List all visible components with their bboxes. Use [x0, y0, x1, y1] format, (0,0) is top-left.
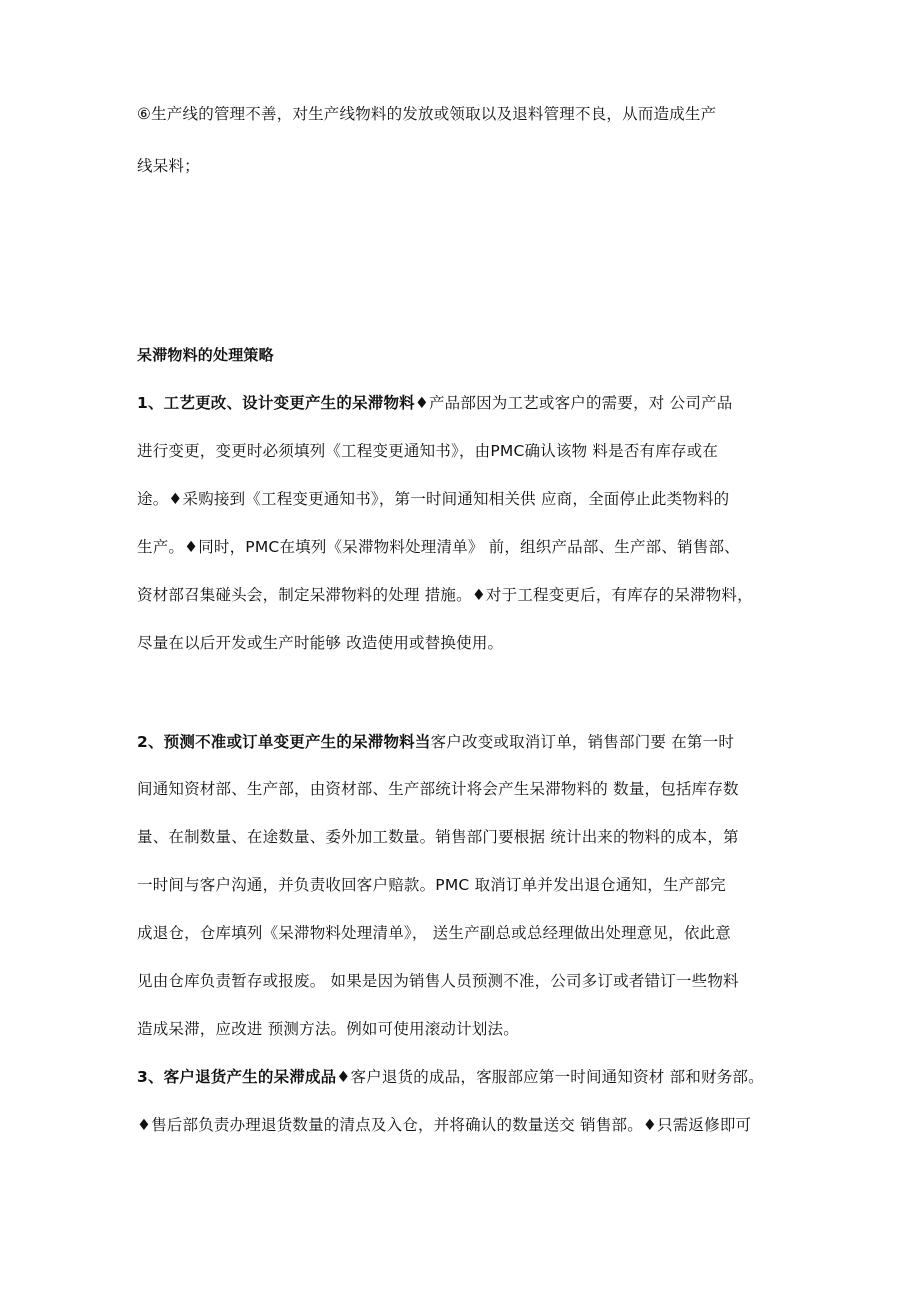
item3-heading: 3、客户退货产生的呆滞成品: [137, 1068, 337, 1086]
item1-line-1-text: ♦产品部因为工艺或客户的需要，对 公司产品: [414, 394, 733, 412]
section-title: 呆滞物料的处理策略: [137, 346, 274, 364]
item2-line-7: 造成呆滞，应改进 预测方法。例如可使用滚动计划法。: [137, 1020, 519, 1038]
item1-heading: 1、工艺更改、设计变更产生的呆滞物料: [137, 394, 415, 412]
item2-heading: 2、预测不准或订单变更产生的呆滞物料当: [137, 733, 431, 751]
item1-line-3: 途。♦采购接到《工程变更通知书》，第一时间通知相关供 应商，全面停止此类物料的: [137, 490, 730, 508]
item2-line-4: 一时间与客户沟通，并负责收回客户赔款。PMC 取消订单并发出退仓通知，生产部完: [137, 876, 726, 894]
intro-line-1: ⑥生产线的管理不善，对生产线物料的发放或领取以及退料管理不良，从而造成生产: [137, 105, 717, 123]
item2-line-5: 成退仓，仓库填列《呆滞物料处理清单》， 送生产副总或总经理做出处理意见，依此意: [137, 924, 731, 942]
item1-line-2: 进行变更，变更时必须填列《工程变更通知书》，由PMC确认该物 料是否有库存或在: [137, 442, 719, 460]
item3-line-1-text: ♦客户退货的成品，客服部应第一时间通知资材 部和财务部。: [336, 1068, 764, 1086]
item2-line-2: 间通知资材部、生产部，由资材部、生产部统计将会产生呆滞物料的 数量，包括库存数: [137, 780, 739, 798]
item1-line-5: 资材部召集碰头会，制定呆滞物料的处理 措施。♦对于工程变更后，有库存的呆滞物料，: [137, 586, 753, 604]
item2-line-3: 量、在制数量、在途数量、委外加工数量。销售部门要根据 统计出来的物料的成本，第: [137, 828, 739, 846]
intro-line-2: 线呆料；: [137, 157, 200, 175]
item3-line-2: ♦售后部负责办理退货数量的清点及入仓，并将确认的数量送交 销售部。♦只需返修即可: [137, 1116, 752, 1134]
item1-line-4: 生产。♦同时，PMC在填列《呆滞物料处理清单》 前，组织产品部、生产部、销售部、: [137, 538, 740, 556]
item2-line-1: [137, 730, 734, 754]
item2-line-1-text: 客户改变或取消订单，销售部门要 在第一时: [430, 733, 735, 751]
item2-line-6: 见由仓库负责暂存或报废。 如果是因为销售人员预测不准，公司多订或者错订一些物料: [137, 972, 739, 990]
item1-line-1: [137, 391, 732, 415]
item1-line-6: 尽量在以后开发或生产时能够 改造使用或替换使用。: [137, 634, 504, 652]
item3-line-1: [137, 1065, 764, 1089]
